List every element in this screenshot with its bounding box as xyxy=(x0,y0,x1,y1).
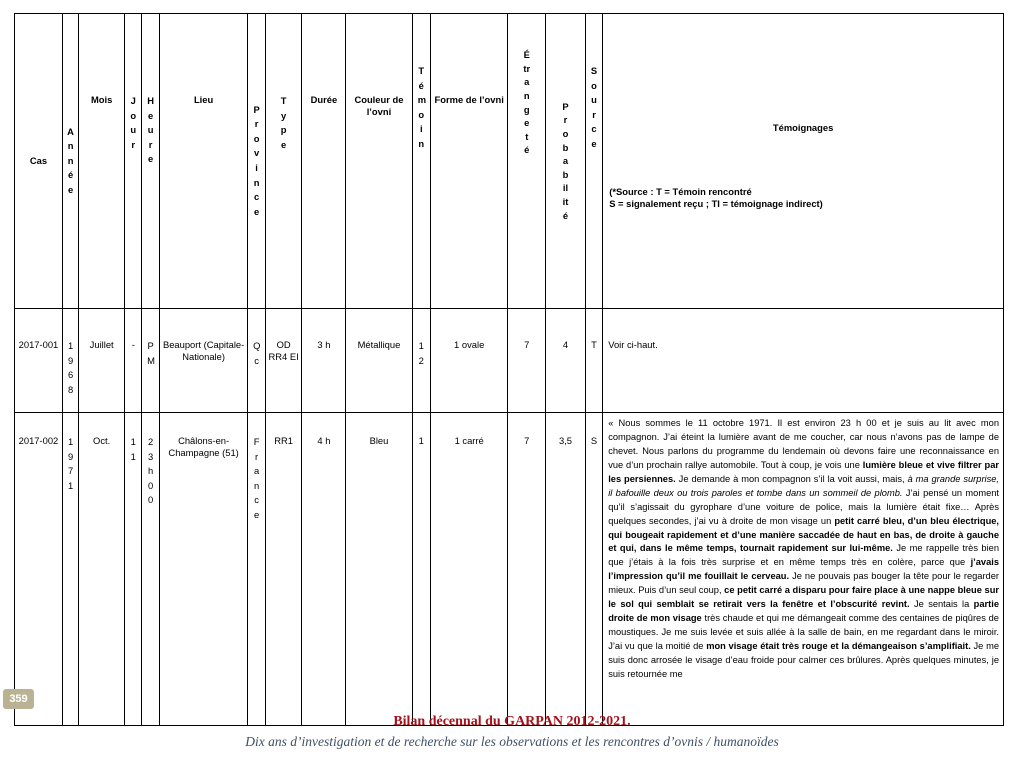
cell-jour: - xyxy=(125,309,142,413)
header-mois: Mois xyxy=(79,14,125,309)
cell-jour: 11 xyxy=(125,413,142,726)
cell-heure: PM xyxy=(142,309,159,413)
cell-forme: 1 carré xyxy=(430,413,507,726)
cell-lieu: Châlons-en-Champagne (51) xyxy=(159,413,248,726)
header-duree: Durée xyxy=(302,14,346,309)
header-jour: Jour xyxy=(125,14,142,309)
cell-etrangete: 7 xyxy=(508,413,546,726)
header-annee: Année xyxy=(62,14,78,309)
cell-probabilite: 3,5 xyxy=(546,413,586,726)
table-row xyxy=(15,413,1004,726)
header-temoignages xyxy=(603,14,1004,309)
table-header-row xyxy=(15,14,1004,309)
cell-province: Qc xyxy=(248,309,265,413)
cell-couleur: Bleu xyxy=(346,413,412,726)
cell-forme: 1 ovale xyxy=(430,309,507,413)
source-note-line-2: S = signalement reçu ; TI = témoignage indirect) xyxy=(609,198,823,210)
cell-annee: 1971 xyxy=(62,413,78,726)
cell-temoin: 1 xyxy=(412,413,430,726)
cell-mois: Juillet xyxy=(79,309,125,413)
header-couleur: Couleur de l’ovni xyxy=(346,14,412,309)
cell-type: RR1 xyxy=(265,413,302,726)
cell-temoignage xyxy=(603,413,1004,726)
cell-province: France xyxy=(248,413,265,726)
header-source: Source xyxy=(585,14,602,309)
header-temoin: Témoin xyxy=(412,14,430,309)
header-etrangete: Étrangeté xyxy=(508,14,546,309)
cell-cas: 2017-002 xyxy=(15,413,63,726)
cell-etrangete: 7 xyxy=(508,309,546,413)
temoignages-title: Témoignages xyxy=(772,121,834,133)
source-note-line-1: (*Source : T = Témoin rencontré xyxy=(609,185,752,197)
header-forme: Forme de l’ovni xyxy=(430,14,507,309)
observations-table xyxy=(14,13,1004,726)
cell-temoignage: Voir ci-haut. xyxy=(603,309,1004,413)
cell-lieu: Beauport (Capitale-Nationale) xyxy=(159,309,248,413)
header-cas: Cas xyxy=(15,14,63,309)
cell-temoin: 12 xyxy=(412,309,430,413)
cell-duree: 4 h xyxy=(302,413,346,726)
footer-title: Bilan décennal du GARPAN 2012-2021. xyxy=(393,714,631,729)
header-lieu: Lieu xyxy=(159,14,248,309)
cell-couleur: Métallique xyxy=(346,309,412,413)
cell-heure: 23h00 xyxy=(142,413,159,726)
cell-probabilite: 4 xyxy=(546,309,586,413)
table-row xyxy=(15,309,1004,413)
header-heure: Heure xyxy=(142,14,159,309)
header-province: Province xyxy=(248,14,265,309)
cell-source: T xyxy=(585,309,602,413)
cell-duree: 3 h xyxy=(302,309,346,413)
testimony-text: « Nous sommes le 11 octobre 1971. Il est environ 23 h 00 et je suis au lit avec mon compagnon. J’ai éteint la lumière avant de me coucher, car nous n’avons pas de lampe de chevet. Nous parlons du programme du lendemain où devons faire une reconnaissance en vue d’un prochain rallye automobile. Tout à coup, je vois une lumière bleue et vive filtrer par les persiennes. Je demande à mon compagnon s’il la voit aussi, mais, à ma grande surprise, il bafouille deux ou trois paroles et tombe dans un sommeil de plomb. J’ai pensé un moment qu’il s’agissait du gyrophare d’une voiture de police, mais la lumière était fixe… Après quelques secondes, j’ai vu à droite de mon visage un petit carré bleu, d’un bleu électrique, qui bougeait rapidement et d’une manière saccadée de haut en bas, de droite à gauche et qui, dans le même temps, tournait rapidement sur lui-même. Je me rappelle très bien que j’étais à la fois très surprise et en même temps très en colère, parce que j’avais l’impression qu’il me fouillait le cerveau. Je ne pouvais pas bouger la tête pour le regarder mieux. Puis d’un seul coup, ce petit carré a disparu pour faire place à une nappe bleue sur le sol qui semblait se retirait vers la fenêtre et l’obscurité revint. Je sentais la partie droite de mon visage très chaude et qui me démangeait comme des centaines de piqûres de moustiques. Je me suis levée et suis allée à la salle de bain, en me regardant dans le miroir. J’ai vu que la moitié de mon visage était très rouge et la démangeaison s’amplifiait. Je me suis donc arrosée le visage d’eau froide pour calmer ces brûlures. Après quelques minutes, je suis retournée me xyxy=(608,418,999,679)
cell-mois: Oct. xyxy=(79,413,125,726)
page-number-badge: 359 xyxy=(3,689,34,709)
cell-type: OD RR4 EI xyxy=(265,309,302,413)
header-probabilite: Probabilité xyxy=(546,14,586,309)
header-type: Type xyxy=(265,14,302,309)
cell-annee: 1968 xyxy=(62,309,78,413)
cell-source: S xyxy=(585,413,602,726)
footer-subtitle: Dix ans d’investigation et de recherche sur les observations et les rencontres d’ovnis / humanoïdes xyxy=(245,734,779,749)
cell-cas: 2017-001 xyxy=(15,309,63,413)
